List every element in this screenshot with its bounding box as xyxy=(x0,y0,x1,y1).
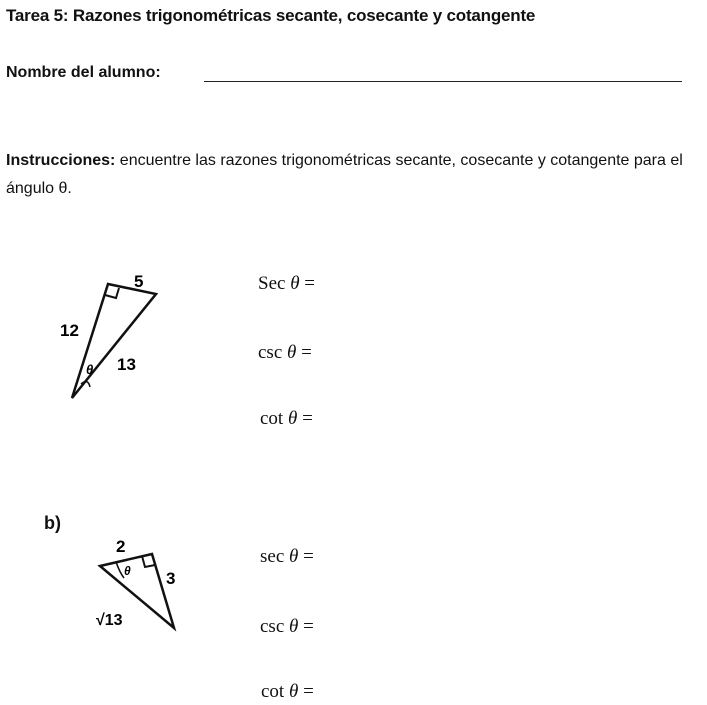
problem-b-label: b) xyxy=(44,513,61,533)
triangle-a-side-left: 12 xyxy=(60,321,79,340)
triangle-b-angle-arc xyxy=(116,562,124,578)
triangle-b-side-hyp: √13 xyxy=(96,612,123,629)
instructions xyxy=(6,147,706,203)
equation-a-cot: cot θ = xyxy=(260,408,313,429)
equation-b-csc: csc θ = xyxy=(260,616,314,637)
triangle-a-side-hyp: 13 xyxy=(117,355,136,374)
triangle-b-side-right: 3 xyxy=(166,569,176,588)
equation-b-sec: sec θ = xyxy=(260,546,314,567)
triangle-b-side-top: 2 xyxy=(116,537,126,556)
triangle-a-side-top: 5 xyxy=(134,272,144,291)
equation-b-cot: cot θ = xyxy=(261,681,314,702)
triangle-b-angle: θ xyxy=(124,564,131,578)
instructions-text: encuentre las razones trigonométricas secante, cosecante y cotangente para el ángulo θ. xyxy=(6,152,683,197)
triangle-a-shape xyxy=(72,284,156,398)
page-title: Tarea 5: Razones trigonométricas secante, cosecante y cotangente xyxy=(6,6,536,25)
triangle-a-angle: θ xyxy=(86,362,94,377)
instructions-label: Instrucciones: xyxy=(6,152,116,169)
triangle-b xyxy=(88,528,198,638)
triangle-a xyxy=(50,250,170,410)
equation-a-sec: Sec θ = xyxy=(258,273,315,294)
student-name-label: Nombre del alumno: xyxy=(6,64,161,81)
equation-a-csc: csc θ = xyxy=(258,342,312,363)
student-name-blank xyxy=(204,81,682,82)
